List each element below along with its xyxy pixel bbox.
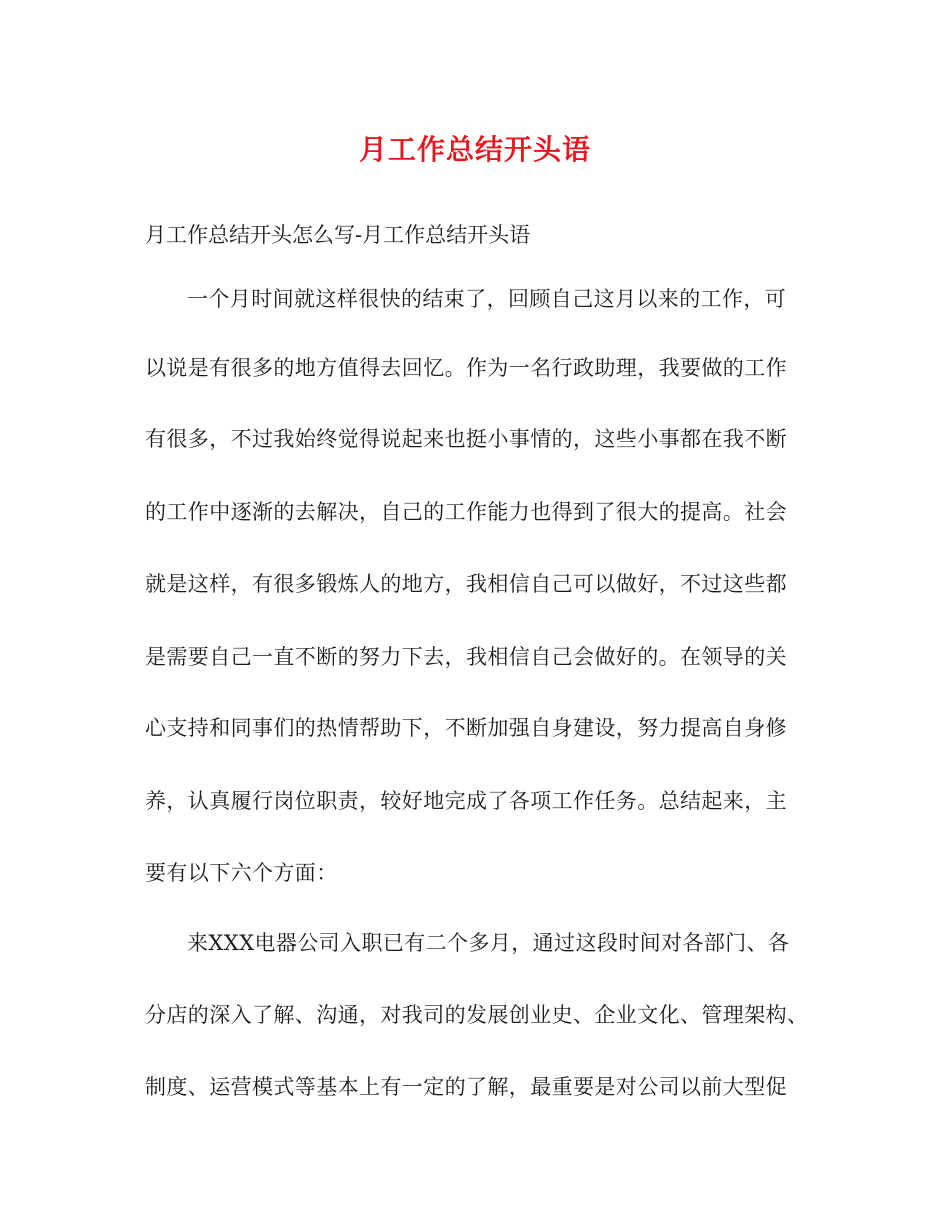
paragraph-line: 是需要自己一直不断的努力下去，我相信自己会做好的。在领导的关: [145, 645, 787, 669]
paragraph-line: 有很多，不过我始终觉得说起来也挺小事情的，这些小事都在我不断: [145, 427, 787, 451]
paragraph-line: 来XXX电器公司入职已有二个多月，通过这段时间对各部门、各: [187, 931, 790, 955]
paragraph-line: 分店的深入了解、沟通，对我司的发展创业史、企业文化、管理架构、: [145, 1003, 809, 1027]
paragraph-line: 的工作中逐渐的去解决，自己的工作能力也得到了很大的提高。社会: [145, 500, 787, 524]
paragraph-line: 养，认真履行岗位职责，较好地完成了各项工作任务。总结起来，主: [145, 789, 787, 813]
paragraph-line: 一个月时间就这样很快的结束了，回顾自己这月以来的工作，可: [187, 287, 787, 311]
paragraph-line: 制度、运营模式等基本上有一定的了解，最重要是对公司以前大型促: [145, 1075, 787, 1099]
paragraph-line: 就是这样，有很多锻炼人的地方，我相信自己可以做好，不过这些都: [145, 572, 787, 596]
document-title: 月工作总结开头语: [358, 133, 591, 166]
paragraph-line: 心支持和同事们的热情帮助下，不断加强自身建设，努力提高自身修: [145, 716, 787, 740]
paragraph-line: 以说是有很多的地方值得去回忆。作为一名行政助理，我要做的工作: [145, 356, 787, 380]
paragraph-line: 要有以下六个方面：: [145, 861, 338, 885]
document-subtitle: 月工作总结开头怎么写-月工作总结开头语: [145, 223, 531, 247]
